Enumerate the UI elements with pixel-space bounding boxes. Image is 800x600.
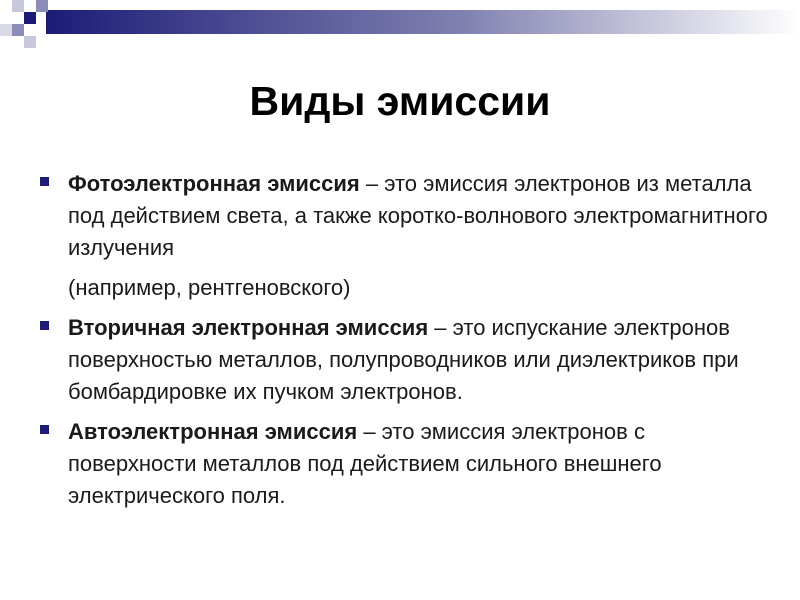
square-bullet-icon	[40, 177, 49, 186]
deco-square	[24, 12, 36, 24]
deco-square	[36, 0, 48, 12]
square-bullet-icon	[40, 321, 49, 330]
definition-note: (например, рентгеновского)	[68, 275, 351, 300]
deco-square	[24, 36, 36, 48]
square-bullet-icon	[40, 425, 49, 434]
term-autoelectron: Автоэлектронная эмиссия	[68, 419, 358, 444]
header-gradient-band	[46, 10, 800, 34]
deco-square	[12, 24, 24, 36]
definition-autoelectron: – это эмиссия электронов с поверхности металлов под действием сильного внешнего электрического поля.	[68, 419, 662, 508]
definition-photoelectron: – это эмиссия электронов из металла под действием света, а также коротко-волнового электромагнитного излучения	[68, 171, 768, 260]
definition-secondary: – это испускание электронов поверхностью металлов, полупроводников или диэлектриков при бомбардировке их пучком электронов.	[68, 315, 739, 404]
list-item-secondary	[36, 312, 776, 408]
list-item-autoelectron	[36, 416, 776, 512]
deco-square	[0, 24, 12, 36]
header-decoration	[0, 0, 800, 60]
bullet-list	[36, 168, 776, 512]
deco-square	[12, 0, 24, 12]
list-item-photoelectron	[36, 168, 776, 304]
slide-title: Виды эмиссии	[249, 78, 551, 124]
term-secondary: Вторичная электронная эмиссия	[68, 315, 429, 340]
term-photoelectron: Фотоэлектронная эмиссия	[68, 171, 360, 196]
